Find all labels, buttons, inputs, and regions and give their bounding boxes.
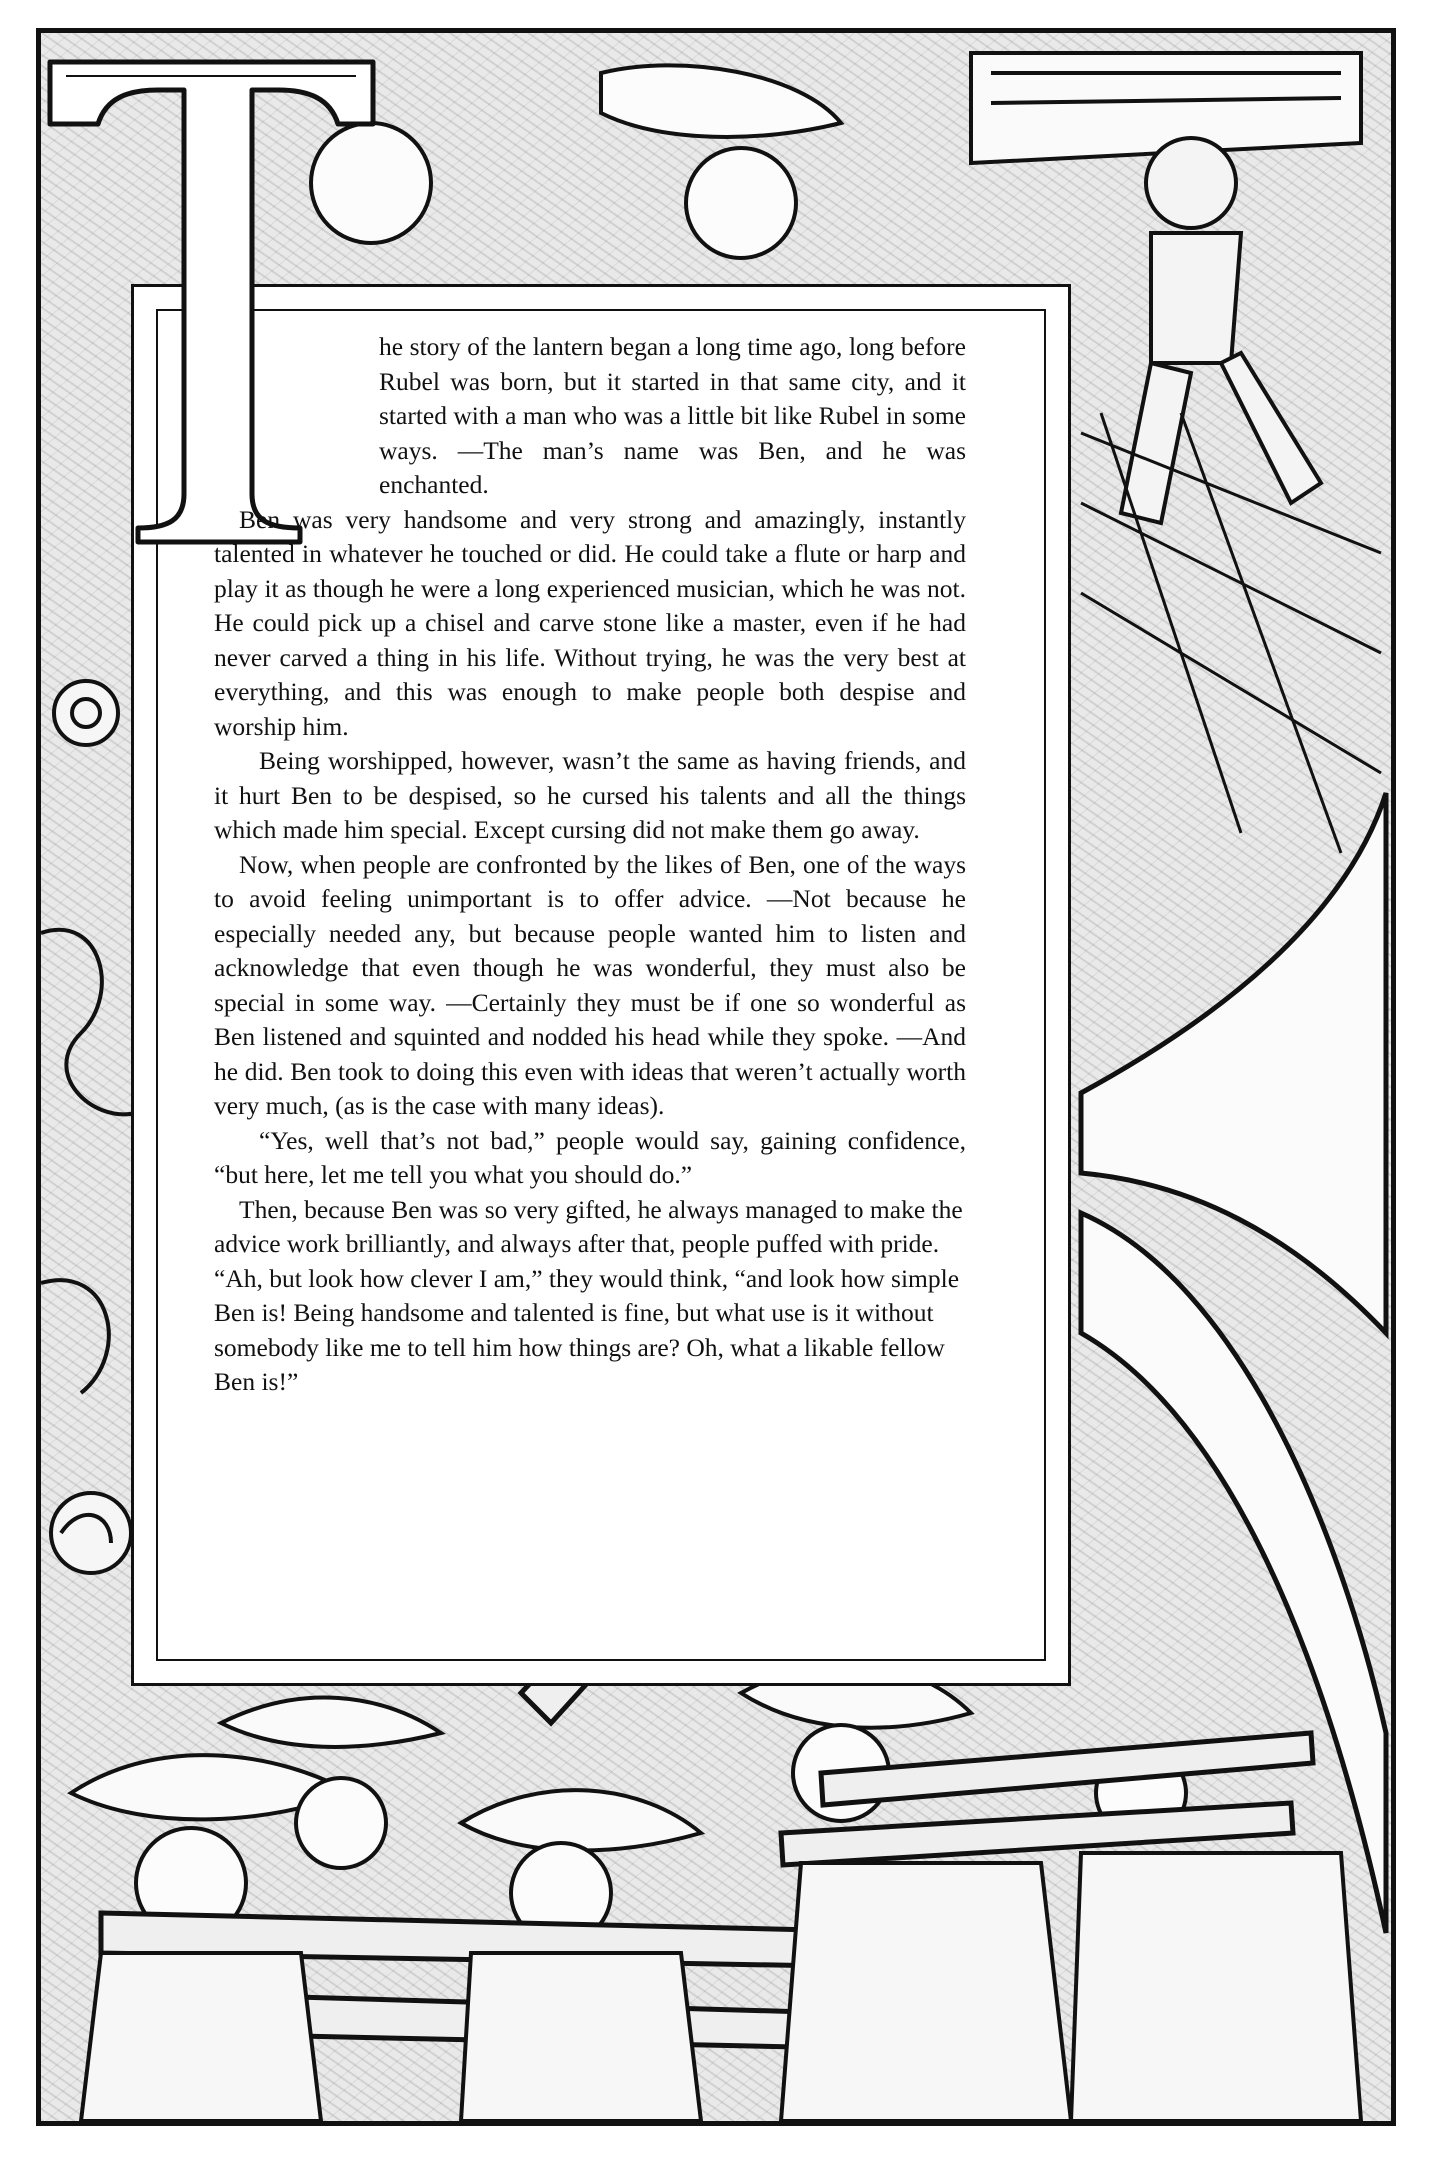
- paragraph-6: Then, because Ben was so very gifted, he always managed to make the advice work brilliantly, and always after that, people puffed with pride. “Ah, but look how clever I am,” they would think, “and look how simple Ben is! Being handsome and talented is fine, but what use is it without somebody like me to tell him how things are? Oh, what a likable fellow Ben is!”: [214, 1194, 963, 1396]
- paragraph-1: he story of the lantern began a long time ago, long before Rubel was born, but it started in that same city, and it started with a man who was a little bit like Rubel in some ways. —The man’s name was Ben, and he was enchanted.: [379, 332, 966, 499]
- drop-cap-letter: T: [214, 346, 222, 357]
- left-ornaments: [41, 681, 136, 1573]
- soldier-coats: [81, 1853, 1361, 2121]
- running-figure: [1121, 138, 1321, 523]
- paragraph-4: Now, when people are confronted by the likes of Ben, one of the ways to avoid feeling unimportant is to offer advice. —Not because he especially needed any, but because people wanted him to listen and acknowledge that even though he was wonderful, they must also be special in some way. —Certainly they must be if one so wonderful as Ben listened and squinted and nodded his head while they spoke. —And he did. Ben took to doing this even with ideas that weren’t actually worth very much, (as is the case with many ideas).: [214, 849, 966, 1120]
- paragraph-2: Ben was very handsome and very strong and amazingly, instantly talented in whatever he touched or did. He could take a flute or harp and play it as though he were a long experienced musician, which he was not. He could pick up a chisel and carve stone like a master, even if he had never carved a thing in his life. Without trying, he was the very best at everything, and this was enough to make people both despise and worship him.: [214, 504, 966, 741]
- paragraph-5: “Yes, well that’s not bad,” people would say, gaining confidence, “but here, let me tell you what you should do.”: [214, 1125, 966, 1189]
- story-text: [214, 330, 966, 1400]
- paragraph-3: Being worshipped, however, wasn’t the same as having friends, and it hurt Ben to be despised, so he cursed his talents and all the things which made him special. Except cursing did not make them go away.: [214, 746, 966, 844]
